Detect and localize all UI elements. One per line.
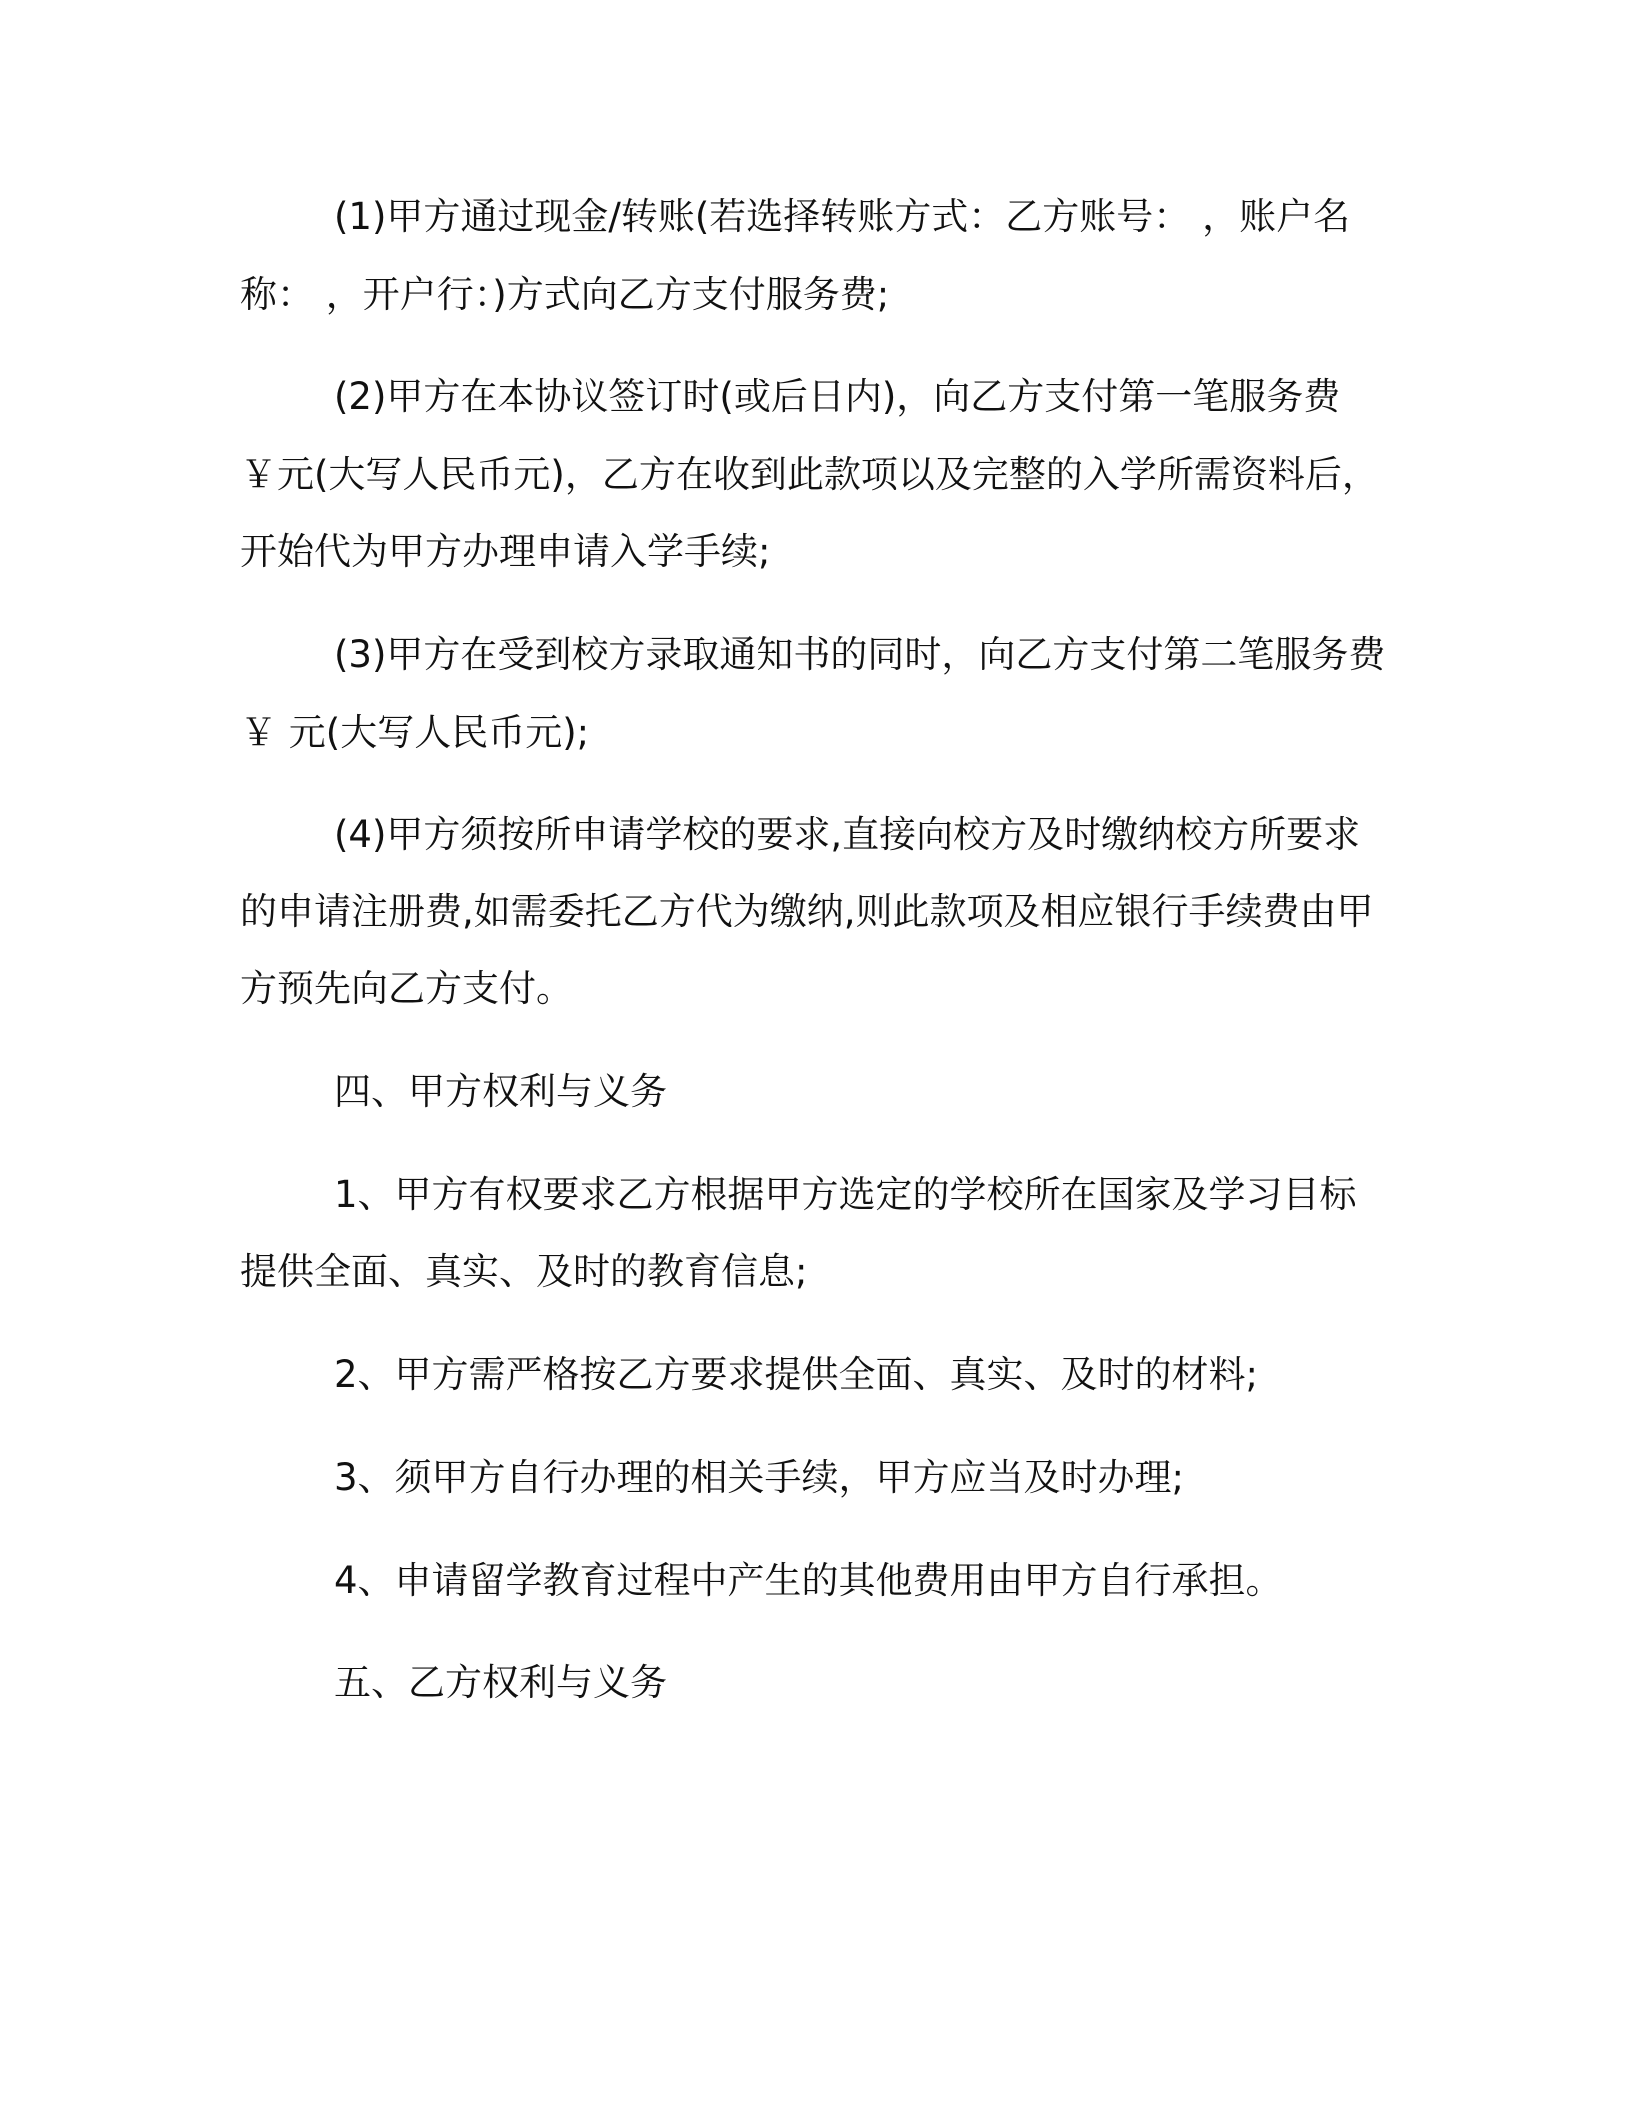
clause-4-1-line-1: 1、甲方有权要求乙方根据甲方选定的学校所在国家及学习目标: [334, 1173, 1357, 1216]
clause-3-3-line-2: ￥ 元(大写人民币元);: [240, 711, 590, 754]
clause-4-3: 3、须甲方自行办理的相关手续，甲方应当及时办理;: [334, 1456, 1185, 1499]
clause-3-3-line-1: (3)甲方在受到校方录取通知书的同时，向乙方支付第二笔服务费: [334, 633, 1386, 676]
clause-4-4: 4、申请留学教育过程中产生的其他费用由甲方自行承担。: [334, 1559, 1283, 1602]
section-4-heading: 四、甲方权利与义务: [334, 1070, 667, 1113]
clause-4-2: 2、甲方需严格按乙方要求提供全面、真实、及时的材料;: [334, 1353, 1259, 1396]
clause-3-2-line-3: 开始代为甲方办理申请入学手续;: [240, 530, 771, 573]
clause-3-2-line-2: ￥元(大写人民币元)，乙方在收到此款项以及完整的入学所需资料后，: [240, 453, 1379, 496]
clause-3-2-line-1: (2)甲方在本协议签订时(或后日内)，向乙方支付第一笔服务费: [334, 375, 1341, 418]
clause-3-1-line-1: (1)甲方通过现金/转账(若选择转账方式：乙方账号： ，账户名: [334, 195, 1351, 238]
section-5-heading: 五、乙方权利与义务: [334, 1661, 667, 1704]
clause-4-1-line-2: 提供全面、真实、及时的教育信息;: [240, 1250, 808, 1293]
clause-3-1-line-2: 称： ，开户行：)方式向乙方支付服务费;: [240, 273, 890, 316]
clause-3-4-line-2: 的申请注册费,如需委托乙方代为缴纳,则此款项及相应银行手续费由甲: [240, 890, 1374, 933]
clause-3-4-line-1: (4)甲方须按所申请学校的要求,直接向校方及时缴纳校方所要求: [334, 813, 1361, 856]
clause-3-4-line-3: 方预先向乙方支付。: [240, 967, 573, 1010]
